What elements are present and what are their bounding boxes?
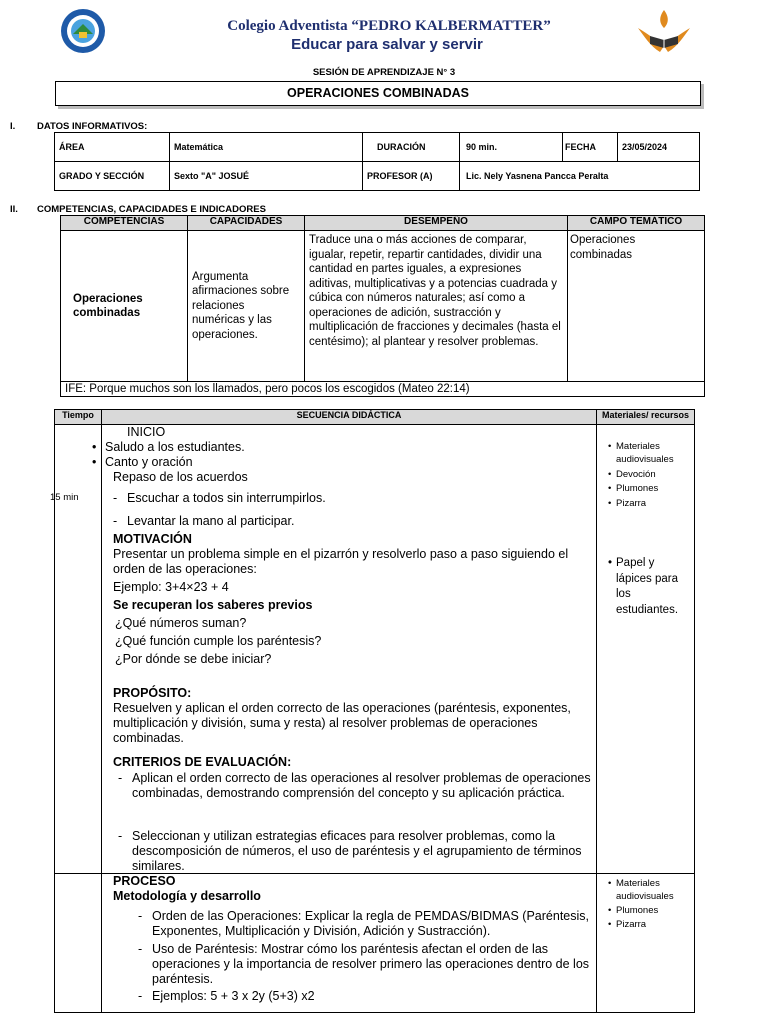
criterio-2: - Seleccionan y utilizan estrategias eficaces para resolver problemas, como la descomposición de números, el uso de paréntesis y el agrupamiento de términos similares.: [132, 829, 592, 874]
header-competencias: COMPETENCIAS: [61, 216, 188, 231]
school-motto: Educar para salvar y servir: [291, 36, 483, 53]
area-label: ÁREA: [55, 133, 170, 162]
competencias-table: [60, 215, 705, 397]
proposito-heading: PROPÓSITO:: [113, 686, 192, 700]
material-pizarra: • Pizarra: [616, 497, 646, 511]
ife-cell: IFE: Porque muchos son los llamados, pero pocos los escogidos (Mateo 22:14): [61, 382, 705, 397]
proceso-item-2: - Uso de Paréntesis: Mostrar cómo los paréntesis afectan el orden de las operaciones y la importancia de resolver primero las operaciones dentro de los paréntesis.: [152, 942, 590, 987]
inicio-heading: INICIO: [127, 425, 166, 439]
ejemplo-text: Ejemplo: 3+4×23 + 4: [113, 580, 229, 594]
list-item-saludo: • Saludo a los estudiantes.: [105, 440, 245, 455]
material-plumones-2: • Plumones: [616, 904, 658, 918]
fecha-label: FECHA: [563, 133, 618, 162]
capacidad-cell: Argumenta afirmaciones sobre relaciones numéricas y las operaciones.: [188, 231, 305, 382]
section1-number: I.: [10, 121, 16, 132]
area-value: Matemática: [170, 133, 363, 162]
saberes-heading: Se recuperan los saberes previos: [113, 598, 313, 612]
session-title: OPERACIONES COMBINADAS: [55, 81, 701, 106]
metodologia-heading: Metodología y desarrollo: [113, 889, 261, 903]
material-devocion: • Devoción: [616, 468, 656, 482]
section2-title: COMPETENCIAS, CAPACIDADES E INDICADORES: [37, 204, 266, 215]
grado-label: GRADO Y SECCIÓN: [55, 162, 170, 191]
profesor-value: Lic. Nely Yasnena Pancca Peralta: [460, 162, 700, 191]
proceso-heading: PROCESO: [113, 874, 176, 888]
school-name: Colegio Adventista “PEDRO KALBERMATTER”: [227, 18, 551, 34]
material-plumones: • Plumones: [616, 482, 658, 496]
question-1: ¿Qué números suman?: [115, 616, 247, 630]
duracion-label: DURACIÓN: [363, 133, 460, 162]
motivacion-heading: MOTIVACIÓN: [113, 532, 192, 546]
criterio-1: - Aplican el orden correcto de las operaciones al resolver problemas de operaciones combinadas, demostrando comprensión del concepto y su aplicación práctica.: [132, 771, 592, 801]
proposito-text: Resuelven y aplican el orden correcto de las operaciones (paréntesis, exponentes, multiplicación y división, suma y resta) al resolver problemas de operaciones combinadas.: [113, 701, 571, 745]
grado-value: Sexto "A" JOSUÉ: [170, 162, 363, 191]
header-campo-tematico: CAMPO TEMÁTICO: [568, 216, 705, 231]
header-materiales: Materiales/ recursos: [597, 410, 695, 425]
fecha-value: 23/05/2024: [618, 133, 700, 162]
material-pizarra-2: • Pizarra: [616, 918, 646, 932]
header-tiempo: Tiempo: [55, 410, 102, 425]
competencia-cell: Operaciones combinadas: [61, 231, 188, 382]
profesor-label: PROFESOR (A): [363, 162, 460, 191]
question-3: ¿Por dónde se debe iniciar?: [115, 652, 272, 666]
duracion-value: 90 min.: [460, 133, 563, 162]
acuerdo-1: - Escuchar a todos sin interrumpirlos.: [127, 491, 326, 506]
question-2: ¿Qué función cumple los paréntesis?: [115, 634, 322, 648]
proceso-item-1: - Orden de las Operaciones: Explicar la regla de PEMDAS/BIDMAS (Paréntesis, Exponentes, Multiplicación y División, Adición y Sustracción).: [152, 909, 590, 939]
header-desempeno: DESEMPEÑO: [305, 216, 568, 231]
repaso-text: Repaso de los acuerdos: [113, 470, 248, 484]
list-item-canto: • Canto y oración: [105, 455, 193, 470]
material-audiovisuales: • Materiales audiovisuales: [616, 440, 686, 466]
time-15-min: 15 min: [50, 492, 79, 503]
criterios-heading: CRITERIOS DE EVALUACIÓN:: [113, 755, 292, 769]
material-papel-lapices: • Papel y lápices para los estudiantes.: [616, 556, 688, 618]
time-cell-2: [55, 874, 102, 1013]
acuerdo-2: - Levantar la mano al participar.: [127, 514, 294, 529]
material-audiovisuales-2: • Materiales audiovisuales: [616, 877, 686, 903]
info-table: [54, 132, 700, 191]
section2-number: II.: [10, 204, 18, 215]
header-capacidades: CAPACIDADES: [188, 216, 305, 231]
proceso-item-3: - Ejemplos: 5 + 3 x 2y (5+3) x2: [152, 989, 315, 1004]
header-secuencia: SECUENCIA DIDÁCTICA: [102, 410, 597, 425]
section1-title: DATOS INFORMATIVOS:: [37, 121, 148, 132]
campo-cell: Operaciones combinadas: [568, 231, 705, 382]
session-label: SESIÓN DE APRENDIZAJE N° 3: [312, 67, 456, 78]
desempeno-cell: Traduce una o más acciones de comparar, igualar, repetir, repartir cantidades, dividir una cantidad en partes iguales, a expresiones aditivas, multiplicativas y a potencias cuadrada y cúbica con números naturales; así como a operaciones de adición, sustracción y multiplicación de fracciones y decimales (hasta el centésimo); al plantear y resolver problemas.: [305, 231, 568, 382]
motivacion-text: Presentar un problema simple en el pizarrón y resolverlo paso a paso siguiendo el orden de las operaciones:: [113, 547, 569, 576]
